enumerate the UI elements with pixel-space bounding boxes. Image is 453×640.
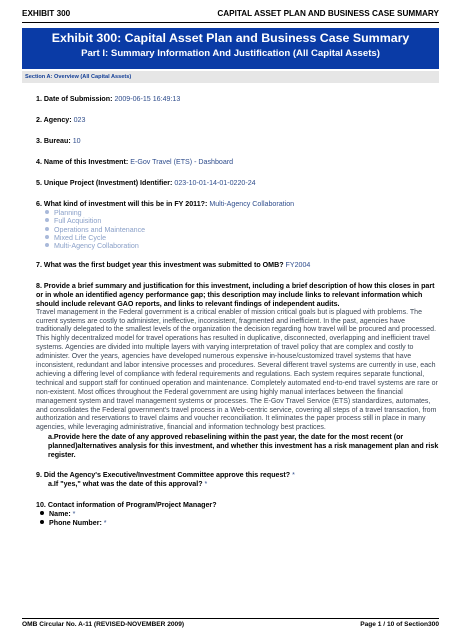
q6-option: Full Acquisition (45, 217, 439, 225)
q6-option: Operations and Maintenance (45, 226, 439, 234)
question-4 (36, 158, 439, 167)
question-6 (36, 200, 439, 209)
bullet-icon (40, 520, 44, 524)
q10-label: 10. Contact information of Program/Project Manager? (36, 501, 217, 510)
question-8 (36, 282, 439, 308)
q4-value: E-Gov Travel (ETS) - Dashboard (130, 158, 234, 166)
header-rule (22, 22, 439, 23)
q6-option: Mixed Life Cycle (45, 234, 439, 242)
form-body (36, 95, 439, 528)
q2-label: 2. Agency: (36, 116, 72, 124)
q10-contact-list (36, 510, 439, 528)
q8-label: 8. Provide a brief summary and justification for this investment, including a brief description of how this closes in part or in whole an identified agency performance gap; this description may include links to relevant information which should include relevant GAO reports, and links to relevant findings of independent audits. (36, 282, 435, 308)
q6-option: Planning (45, 209, 439, 217)
q6-value: Multi-Agency Collaboration (209, 200, 295, 208)
running-header (22, 9, 439, 22)
q10-name-item: Name: * (40, 510, 439, 519)
q6-option: Multi-Agency Collaboration (45, 242, 439, 250)
section-a-bar: Section A: Overview (All Capital Assets) (22, 71, 439, 83)
bullet-icon (45, 218, 49, 222)
q7-value: FY2004 (285, 261, 311, 270)
question-10 (36, 501, 439, 510)
banner-subtitle: Part I: Summary Information And Justification (All Capital Assets) (81, 48, 380, 59)
footer-rule (22, 618, 439, 619)
q10-phone-item: Phone Number: * (40, 519, 439, 528)
q4-label: 4. Name of this Investment: (36, 158, 129, 166)
question-7 (36, 261, 439, 270)
bullet-icon (45, 235, 49, 239)
q5-value: 023-10-01-14-01-0220-24 (174, 179, 256, 187)
q9-sub-a: a.If "yes," what was the date of this approval? * (48, 480, 208, 489)
q6-label: 6. What kind of investment will this be in FY 2011?: (36, 200, 208, 208)
header-left: EXHIBIT 300 (22, 9, 71, 18)
q1-label: 1. Date of Submission: (36, 95, 113, 103)
banner-title: Exhibit 300: Capital Asset Plan and Business Case Summary (51, 31, 410, 45)
q8-answer-text: Travel management in the Federal government is a critical enabler of mission critical goals but is plagued with problems. The current systems are costly to administer, ineffective, inconsistent, fragmented and inefficient. In the past, agencies have traditionally delegated to the smallest levels of the organization the decision regarding how travel will be procured and processed. This highly decentralized model for travel operations has resulted in duplicative, disconnected, overlapping and inefficient travel systems. Agencies are divided into multiple layers with varying interpretation of travel policy that are complex and costly to administer. Over the years, agencies have developed numerous expensive in-house/customized travel systems that have inconsistent, redundant and labor intensive processes and procedures. Several different travel systems are currently in use, each achieving a differing level of compliance with federal requirements and regulations. Each system requires separate functional, technical and support staff for continued operation and maintenance. Completely automated end-to-end travel systems are rare or non-existent. Most offices throughout the Federal government are using highly manual interfaces between the financial management system and travel management systems or processes. The E-Gov Travel Service (ETS) standardizes, automates, and consolidates the Federal government's travel process in a Web-centric service, covering all steps of a travel transaction, from authorization and reservations to travel claims and voucher reconciliation. It eliminates the paper process still in place in many agencies, while leveraging administrative, financial and information technology best practices. (36, 308, 438, 432)
q9-label: 9. Did the Agency's Executive/Investment Committee approve this request? (36, 471, 291, 480)
bullet-icon (45, 227, 49, 231)
q8-sub-a: a.Provide here the date of any approved rebaselining within the past year, the date for the most recent (or planned)alternatives analysis for this investment, and whether this investment has a risk management plan and risk register. (48, 433, 439, 459)
bullet-icon (40, 511, 44, 515)
question-9: 9. Did the Agency's Executive/Investment Committee approve this request? * (36, 471, 295, 480)
page-number: Page 1 / 10 of Section300 (360, 621, 439, 628)
q3-value: 10 (72, 137, 81, 145)
q3-label: 3. Bureau: (36, 137, 71, 145)
bullet-icon (45, 243, 49, 247)
title-banner (22, 28, 439, 69)
footer-left: OMB Circular No. A-11 (REVISED-NOVEMBER 2009) (22, 621, 185, 628)
bullet-icon (45, 210, 49, 214)
question-5 (36, 179, 439, 188)
header-right: CAPITAL ASSET PLAN AND BUSINESS CASE SUMMARY (217, 9, 439, 18)
question-3 (36, 137, 439, 146)
q5-label: 5. Unique Project (Investment) Identifier: (36, 179, 173, 187)
q2-value: 023 (73, 116, 86, 124)
q1-value: 2009-06-15 16:49:13 (114, 95, 181, 103)
q7-label: 7. What was the first budget year this investment was submitted to OMB? (36, 261, 284, 270)
running-footer (22, 621, 439, 628)
question-1 (36, 95, 439, 104)
question-2 (36, 116, 439, 125)
q6-options (36, 209, 439, 250)
